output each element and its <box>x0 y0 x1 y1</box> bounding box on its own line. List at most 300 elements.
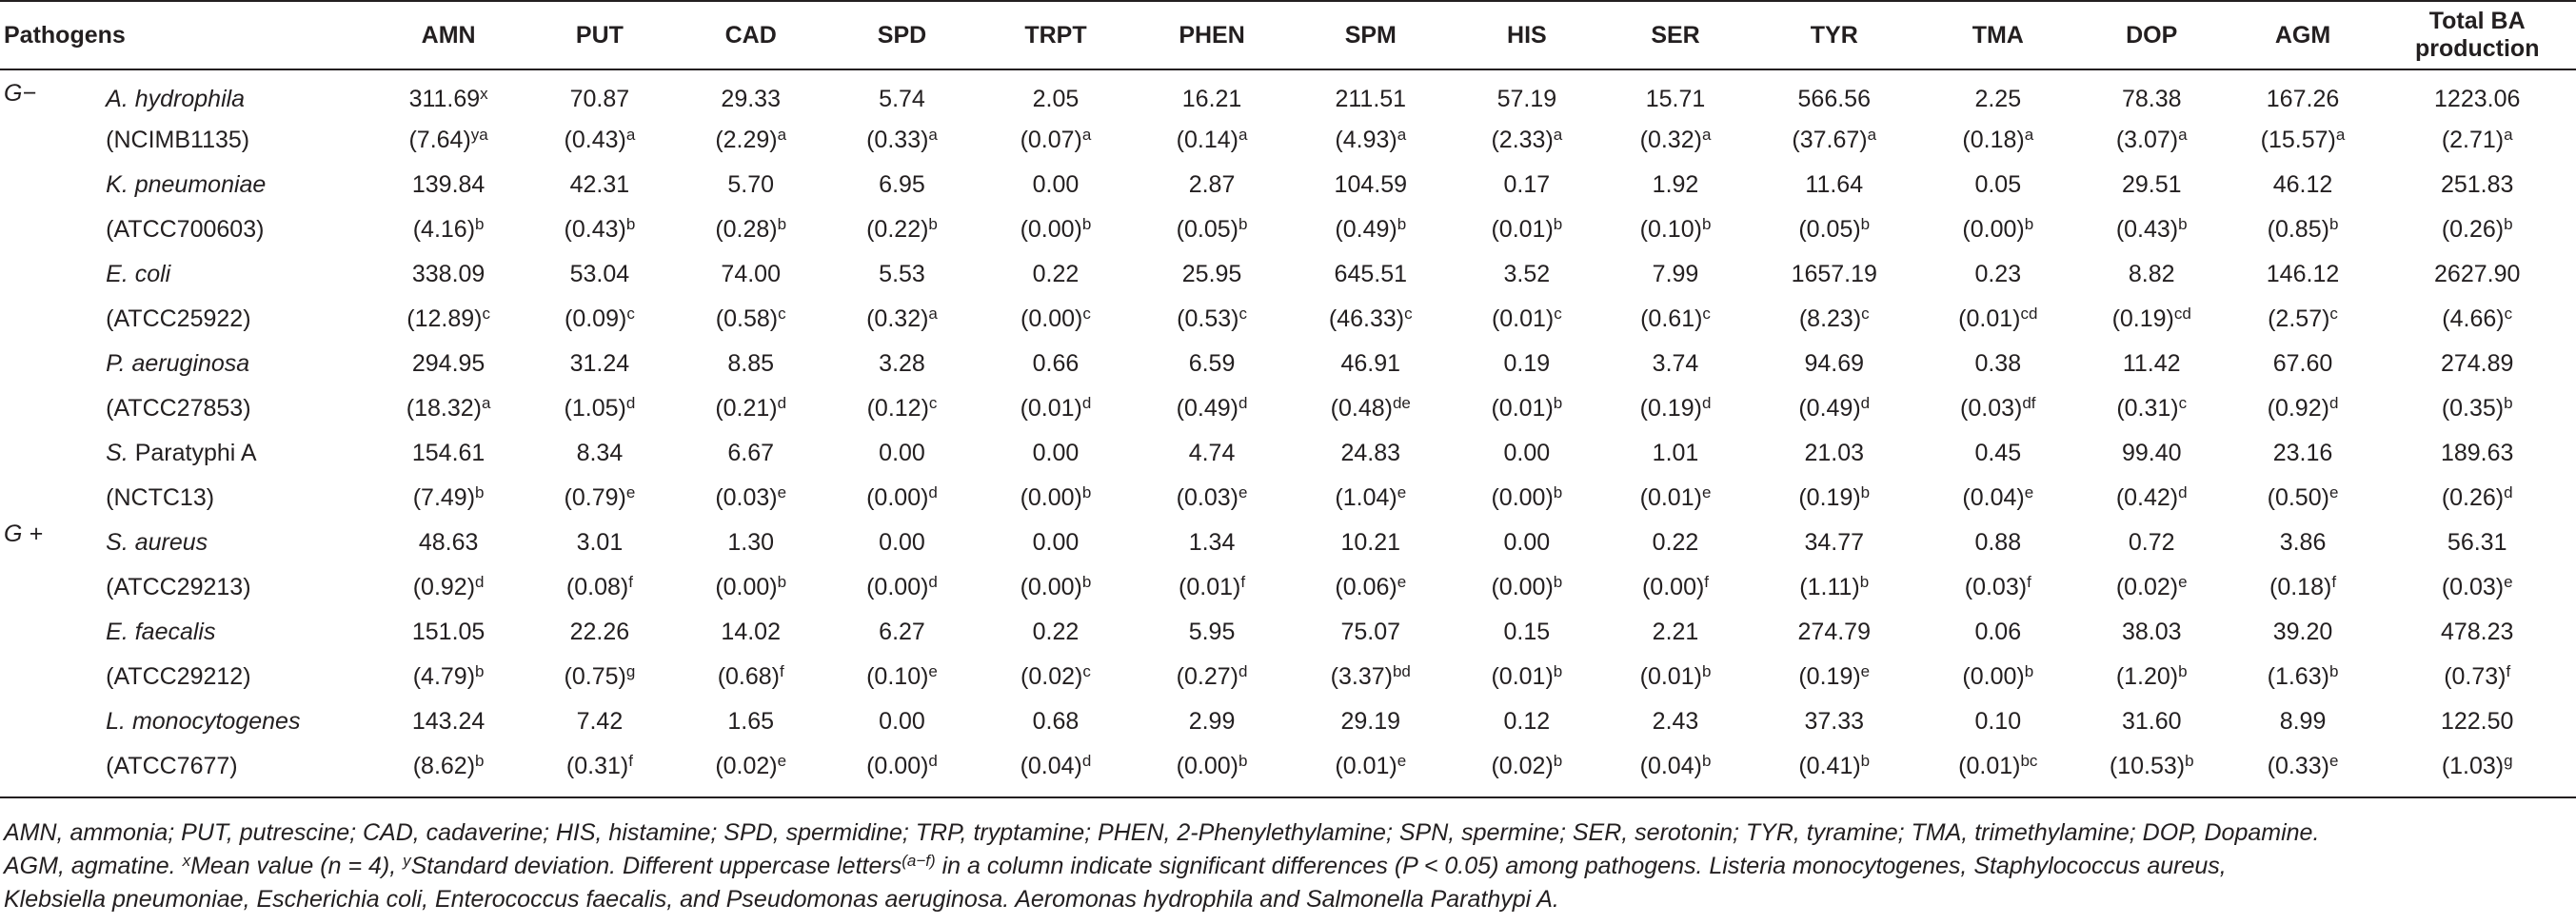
cell-value: (7.64) <box>408 127 471 153</box>
cell-superscript: f <box>628 573 633 591</box>
cell-value: 4.74 <box>1188 440 1236 466</box>
table-cell <box>1451 610 1602 655</box>
cell-superscript: f <box>2027 573 2031 591</box>
table-cell <box>1920 342 2076 386</box>
table-cell <box>826 207 978 252</box>
table-cell <box>1451 297 1602 342</box>
pathogen-name-text: K. pneumoniae <box>106 171 267 198</box>
cell-superscript: b <box>1701 662 1712 680</box>
table-cell <box>525 386 676 431</box>
table-cell <box>1749 476 1920 521</box>
cell-superscript: b <box>777 215 787 233</box>
cell-value: 294.95 <box>411 350 485 377</box>
table-cell <box>1602 207 1749 252</box>
table-cell <box>978 207 1134 252</box>
column-header: TRPT <box>978 1 1134 69</box>
table-cell <box>2228 744 2379 796</box>
cell-value: (0.04) <box>1962 484 2025 511</box>
cell-value: (0.03) <box>1176 484 1238 511</box>
pathogen-name <box>106 297 373 342</box>
table-row <box>0 699 2576 744</box>
table-cell <box>373 431 525 476</box>
cell-superscript: x <box>480 84 488 103</box>
cell-value: (4.93) <box>1335 127 1397 153</box>
cell-superscript: a <box>928 305 938 323</box>
table-cell <box>1290 521 1451 565</box>
table-cell <box>826 521 978 565</box>
cell-value: (1.03) <box>2441 753 2505 779</box>
cell-value: (0.00) <box>866 574 929 600</box>
pathogen-name-text: E. faecalis <box>106 619 216 645</box>
table-cell <box>2228 386 2379 431</box>
cell-superscript: f <box>1240 573 1246 591</box>
cell-superscript: b <box>1860 215 1871 233</box>
table-cell <box>525 342 676 386</box>
cell-superscript: c <box>1082 305 1091 323</box>
cell-value: (0.61) <box>1640 305 1703 332</box>
table-cell <box>2378 386 2576 431</box>
table-cell <box>1749 297 1920 342</box>
cell-superscript: b <box>1553 483 1563 501</box>
table-cell <box>1451 207 1602 252</box>
cell-value: (0.28) <box>715 216 778 243</box>
cell-superscript: g <box>2504 752 2513 770</box>
table-cell <box>1920 207 2076 252</box>
cell-value: (0.33) <box>866 127 929 153</box>
cell-value: 23.16 <box>2272 440 2333 466</box>
table-cell <box>2076 297 2228 342</box>
table-cell <box>1920 476 2076 521</box>
table-cell <box>373 565 525 610</box>
table-row <box>0 521 2576 565</box>
table-cell <box>826 252 978 297</box>
table-cell <box>1290 655 1451 699</box>
table-cell <box>2378 476 2576 521</box>
table-cell <box>1602 163 1749 207</box>
table-cell <box>1290 565 1451 610</box>
table-row <box>0 252 2576 297</box>
footnote-sd: Standard deviation. Different uppercase letters <box>410 853 902 879</box>
cell-value: (0.43) <box>2115 216 2179 243</box>
cell-value: 70.87 <box>569 85 630 112</box>
cell-value: (0.00) <box>715 574 778 600</box>
table-cell <box>826 163 978 207</box>
cell-superscript: a <box>1397 126 1407 144</box>
cell-value: (0.58) <box>715 305 779 332</box>
cell-value: (3.07) <box>2115 127 2179 153</box>
table-cell <box>2228 252 2379 297</box>
pathogen-name-text: (ATCC27853) <box>106 395 251 422</box>
cell-value: 1.30 <box>727 529 775 556</box>
table-cell <box>1749 69 1920 118</box>
table-cell <box>826 118 978 163</box>
cell-value: 0.66 <box>1032 350 1080 377</box>
cell-value: 16.21 <box>1181 85 1242 112</box>
table-cell <box>826 431 978 476</box>
group-label: G− <box>4 80 37 107</box>
cell-value: (0.19) <box>2111 305 2174 332</box>
cell-value: (10.53) <box>2109 753 2186 779</box>
cell-value: 338.09 <box>411 261 485 287</box>
table-cell <box>2076 521 2228 565</box>
table-cell <box>826 386 978 431</box>
cell-value: 29.19 <box>1340 708 1401 735</box>
cell-superscript: b <box>475 662 485 680</box>
cell-value: 2.25 <box>1974 85 2022 112</box>
table-cell <box>1920 252 2076 297</box>
cell-value: 0.38 <box>1974 350 2022 377</box>
cell-value: 46.12 <box>2272 171 2333 198</box>
pathogen-name <box>106 69 373 118</box>
cell-superscript: b <box>777 573 787 591</box>
cell-superscript: b <box>1553 662 1563 680</box>
column-header: DOP <box>2076 1 2228 69</box>
cell-value: 94.69 <box>1804 350 1865 377</box>
cell-value: (0.43) <box>564 216 626 243</box>
table-cell <box>2228 699 2379 744</box>
table-cell <box>675 386 826 431</box>
table-cell <box>978 252 1134 297</box>
table-cell <box>1451 521 1602 565</box>
table-cell <box>826 476 978 521</box>
table-cell <box>2076 386 2228 431</box>
cell-value: 99.40 <box>2121 440 2182 466</box>
cell-superscript: d <box>2504 483 2513 501</box>
table-cell <box>373 476 525 521</box>
cell-value: 8.82 <box>2128 261 2175 287</box>
cell-value: 0.00 <box>1032 171 1080 198</box>
table-cell <box>1134 744 1290 796</box>
column-header: TYR <box>1749 1 1920 69</box>
footnote-line-2 <box>4 850 2574 883</box>
pathogen-name <box>106 342 373 386</box>
table-cell <box>1920 431 2076 476</box>
cell-value: 46.91 <box>1340 350 1401 377</box>
cell-value: 2.87 <box>1188 171 1236 198</box>
cell-superscript: a <box>1238 126 1248 144</box>
cell-superscript: f <box>628 752 633 770</box>
cell-superscript: b <box>1860 483 1871 501</box>
cell-value: (0.00) <box>866 753 929 779</box>
cell-value: 2.21 <box>1652 619 1699 645</box>
cell-superscript: b <box>2178 215 2188 233</box>
cell-value: 3.28 <box>879 350 925 377</box>
table-cell <box>826 565 978 610</box>
group-label <box>0 744 106 796</box>
footnote-mean: Mean value (n = 4), <box>190 853 404 879</box>
cell-superscript: b <box>2328 662 2339 680</box>
column-header: PUT <box>525 1 676 69</box>
cell-value: 11.42 <box>2122 350 2181 377</box>
table-cell <box>2076 744 2228 796</box>
cell-value: 143.24 <box>411 708 485 735</box>
table-cell <box>1920 565 2076 610</box>
table-cell <box>826 744 978 796</box>
cell-value: 0.00 <box>1032 440 1080 466</box>
footnote-sup-y: y <box>403 852 411 870</box>
table-cell <box>525 565 676 610</box>
table-cell <box>675 342 826 386</box>
table-cell <box>1749 118 1920 163</box>
cell-value: 25.95 <box>1181 261 1242 287</box>
cell-value: (0.01) <box>1335 753 1397 779</box>
group-label <box>0 297 106 342</box>
footnote-line-1: AMN, ammonia; PUT, putrescine; CAD, cadaverine; HIS, histamine; SPD, spermidine; TRP, tryptamine; PHEN, 2-Phenylethylamine; SPN, spermine; SER, serotonin; TYR, tyramine; TMA, trimethylamine; DOP, Dopamine. <box>4 819 2320 846</box>
cell-value: (0.22) <box>866 216 929 243</box>
table-cell <box>373 342 525 386</box>
cell-superscript: b <box>2504 394 2513 412</box>
cell-value: (3.37) <box>1330 663 1393 690</box>
cell-value: (0.00) <box>1020 216 1082 243</box>
footnote-agm: AGM, agmatine. <box>4 853 183 879</box>
cell-superscript: d <box>1081 394 1092 412</box>
table-cell <box>2378 744 2576 796</box>
table-row <box>0 431 2576 476</box>
cell-value: 3.74 <box>1652 350 1699 377</box>
cell-value: 31.60 <box>2121 708 2182 735</box>
cell-value: (0.14) <box>1176 127 1238 153</box>
cell-value: 7.42 <box>576 708 624 735</box>
table-cell <box>1602 118 1749 163</box>
table-cell <box>978 655 1134 699</box>
pathogen-name-text: (ATCC29213) <box>106 574 251 600</box>
cell-superscript: e <box>625 483 636 501</box>
table-cell <box>373 610 525 655</box>
table-cell <box>1920 118 2076 163</box>
group-label <box>0 207 106 252</box>
group-label <box>0 476 106 521</box>
cell-value: 0.22 <box>1032 619 1080 645</box>
cell-superscript: a <box>625 126 636 144</box>
table-cell <box>1749 163 1920 207</box>
pathogen-name <box>106 386 373 431</box>
cell-superscript: d <box>475 573 485 591</box>
pathogen-name-text: (ATCC7677) <box>106 753 238 779</box>
cell-value: (8.23) <box>1798 305 1862 332</box>
cell-value: (0.03) <box>1960 395 2023 422</box>
cell-value: 21.03 <box>1804 440 1865 466</box>
cell-superscript: bd <box>1392 662 1411 680</box>
cell-superscript: a <box>1081 126 1092 144</box>
column-header: SER <box>1602 1 1749 69</box>
table-cell <box>675 521 826 565</box>
cell-superscript: d <box>1238 394 1248 412</box>
pathogen-name-text: (ATCC25922) <box>106 305 251 332</box>
table-cell <box>1602 655 1749 699</box>
cell-value: 122.50 <box>2440 708 2514 735</box>
cell-value: 154.61 <box>411 440 485 466</box>
cell-superscript: e <box>1397 573 1407 591</box>
cell-superscript: a <box>1867 126 1877 144</box>
cell-value: 311.69 <box>408 85 481 112</box>
table-cell <box>373 386 525 431</box>
cell-superscript: b <box>928 215 938 233</box>
cell-superscript: c <box>2504 305 2513 323</box>
table-cell <box>1920 699 2076 744</box>
table-cell <box>2378 565 2576 610</box>
column-header: AMN <box>373 1 525 69</box>
cell-superscript: b <box>1397 215 1407 233</box>
table-cell <box>2228 655 2379 699</box>
cell-value: 74.00 <box>721 261 781 287</box>
cell-value: (12.89) <box>406 305 483 332</box>
cell-value: 10.21 <box>1340 529 1401 556</box>
table-cell <box>978 342 1134 386</box>
cell-value: 38.03 <box>2121 619 2182 645</box>
table-cell <box>1134 118 1290 163</box>
cell-value: (0.06) <box>1335 574 1397 600</box>
table-cell <box>978 610 1134 655</box>
table-cell <box>525 431 676 476</box>
cell-value: (0.03) <box>715 484 778 511</box>
cell-superscript: c <box>1404 305 1413 323</box>
cell-superscript: a <box>928 126 938 144</box>
cell-superscript: a <box>1553 126 1563 144</box>
cell-value: (0.02) <box>1491 753 1554 779</box>
cell-value: 2.43 <box>1652 708 1699 735</box>
pathogen-name-text: (ATCC700603) <box>106 216 265 243</box>
table-cell <box>1290 386 1451 431</box>
cell-superscript: a <box>777 126 787 144</box>
table-cell <box>1920 655 2076 699</box>
cell-value: 8.85 <box>727 350 775 377</box>
table-cell <box>2228 342 2379 386</box>
cell-value: (4.66) <box>2442 305 2505 332</box>
pathogen-name-text: A. hydrophila <box>106 85 246 112</box>
cell-value: (0.79) <box>564 484 626 511</box>
group-label <box>0 431 106 476</box>
table-cell <box>1290 118 1451 163</box>
cell-value: 8.99 <box>2279 708 2327 735</box>
cell-value: 8.34 <box>576 440 624 466</box>
table-footnote <box>4 816 2574 916</box>
cell-superscript: a <box>1701 126 1712 144</box>
table-cell <box>1134 163 1290 207</box>
cell-value: 189.63 <box>2440 440 2514 466</box>
table-cell <box>826 297 978 342</box>
cell-value: (0.04) <box>1020 753 1082 779</box>
cell-value: (1.11) <box>1799 574 1860 600</box>
pathogen-name-text: (NCIMB1135) <box>106 127 250 153</box>
table-cell <box>1134 207 1290 252</box>
cell-superscript: d <box>928 573 938 591</box>
cell-superscript: b <box>1701 215 1712 233</box>
cell-superscript: b <box>1553 215 1563 233</box>
cell-value: (0.49) <box>1335 216 1397 243</box>
table-cell <box>1749 655 1920 699</box>
column-header: SPM <box>1290 1 1451 69</box>
pathogen-name-text: (NCTC13) <box>106 484 215 511</box>
cell-value: (0.01) <box>1639 484 1702 511</box>
table-cell <box>373 69 525 118</box>
table-cell <box>978 386 1134 431</box>
table-cell <box>2076 431 2228 476</box>
cell-value: 0.72 <box>2128 529 2175 556</box>
cell-superscript: c <box>778 305 786 323</box>
table-cell <box>675 699 826 744</box>
cell-superscript: b <box>475 215 485 233</box>
table-cell <box>2076 610 2228 655</box>
cell-value: (0.32) <box>866 305 929 332</box>
table-cell <box>1290 699 1451 744</box>
cell-value: 39.20 <box>2272 619 2333 645</box>
table-cell <box>525 744 676 796</box>
cell-value: (0.12) <box>866 395 929 422</box>
cell-superscript: b <box>2024 662 2034 680</box>
cell-value: 75.07 <box>1340 619 1401 645</box>
table-cell <box>1134 69 1290 118</box>
table-cell <box>1749 521 1920 565</box>
table-cell <box>675 297 826 342</box>
cell-value: (0.10) <box>1639 216 1702 243</box>
table-cell <box>1134 610 1290 655</box>
table-cell <box>675 565 826 610</box>
table-cell <box>675 163 826 207</box>
cell-superscript: e <box>2178 573 2188 591</box>
table-row <box>0 69 2576 118</box>
table-cell <box>1602 252 1749 297</box>
cell-value: (0.92) <box>412 574 476 600</box>
pathogen-name <box>106 476 373 521</box>
cell-superscript: c <box>1702 305 1711 323</box>
table-cell <box>373 521 525 565</box>
cell-superscript: e <box>1397 483 1407 501</box>
table-cell <box>373 207 525 252</box>
table-cell <box>1290 297 1451 342</box>
table-cell <box>1290 252 1451 297</box>
cell-value: (0.32) <box>1639 127 1702 153</box>
cell-value: 0.00 <box>879 440 925 466</box>
table-cell <box>1602 699 1749 744</box>
pathogen-name <box>106 565 373 610</box>
table-cell <box>978 163 1134 207</box>
table-cell <box>675 744 826 796</box>
table-cell <box>1920 386 2076 431</box>
cell-superscript: c <box>1082 662 1091 680</box>
cell-superscript: b <box>1860 752 1871 770</box>
cell-value: (0.05) <box>1798 216 1861 243</box>
table-cell <box>373 297 525 342</box>
cell-superscript: e <box>2328 483 2339 501</box>
cell-value: 48.63 <box>418 529 479 556</box>
cell-superscript: c <box>2178 394 2188 412</box>
cell-superscript: d <box>1238 662 1248 680</box>
table-cell <box>1451 699 1602 744</box>
table-cell <box>373 163 525 207</box>
cell-value: (8.62) <box>412 753 476 779</box>
cell-value: (0.00) <box>1176 753 1238 779</box>
table-cell <box>2228 163 2379 207</box>
cell-value: (0.21) <box>715 395 778 422</box>
table-row <box>0 565 2576 610</box>
cell-value: (0.49) <box>1798 395 1861 422</box>
table-row <box>0 207 2576 252</box>
cell-value: (2.33) <box>1491 127 1554 153</box>
cell-superscript: de <box>1392 394 1411 412</box>
cell-value: 0.00 <box>879 529 925 556</box>
cell-superscript: c <box>2329 305 2338 323</box>
cell-value: 0.15 <box>1503 619 1551 645</box>
column-header: HIS <box>1451 1 1602 69</box>
column-header: PHEN <box>1134 1 1290 69</box>
cell-value: 5.53 <box>879 261 925 287</box>
cell-value: 0.12 <box>1503 708 1551 735</box>
cell-value: (0.41) <box>1798 753 1861 779</box>
cell-value: (0.50) <box>2267 484 2329 511</box>
table-cell <box>1920 744 2076 796</box>
table-cell <box>1134 521 1290 565</box>
cell-value: 53.04 <box>569 261 630 287</box>
